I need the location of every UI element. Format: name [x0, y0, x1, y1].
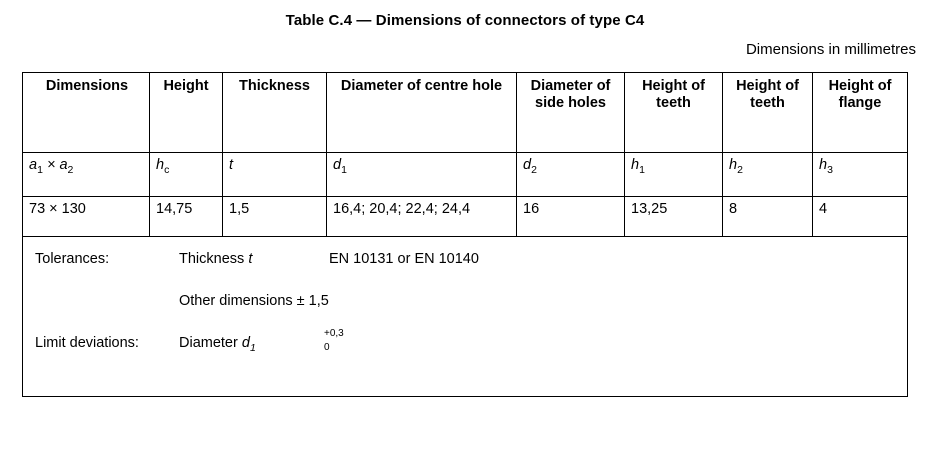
symbol-a1-sub: 1 — [37, 163, 43, 176]
header-height-of-teeth-2: Height of teeth — [723, 73, 813, 153]
table-value-row — [23, 197, 908, 237]
symbol-a-mult: × a — [42, 157, 68, 173]
symbol-thickness — [223, 153, 327, 197]
header-dimensions: Dimensions — [23, 73, 150, 153]
symbol-h2-text: h — [729, 157, 738, 173]
notes-cell — [23, 237, 908, 397]
table-notes-row — [23, 237, 908, 397]
value-diameter-side: 16 — [517, 197, 625, 237]
other-dimensions-note: Other dimensions ± 1,5 — [179, 293, 329, 309]
diameter-word: Diameter — [179, 335, 242, 351]
symbol-d1-sub: 1 — [341, 163, 347, 176]
tolerance-thickness — [179, 251, 252, 267]
value-height: 14,75 — [150, 197, 223, 237]
thickness-symbol: t — [248, 251, 253, 267]
limit-diameter — [179, 335, 256, 354]
symbol-hc-text: h — [156, 157, 165, 173]
symbol-h3-sub: 3 — [827, 163, 833, 176]
symbol-h3-text: h — [819, 157, 828, 173]
symbol-hc-sub: c — [164, 163, 170, 176]
symbol-dimensions — [23, 153, 150, 197]
symbol-diameter-side — [517, 153, 625, 197]
dimensions-table — [22, 72, 908, 397]
symbol-h2-sub: 2 — [737, 163, 743, 176]
units-note: Dimensions in millimetres — [745, 41, 916, 58]
symbol-diameter-centre — [327, 153, 517, 197]
value-dimensions: 73 × 130 — [23, 197, 150, 237]
value-height-teeth-2: 8 — [723, 197, 813, 237]
value-height-teeth-1: 13,25 — [625, 197, 723, 237]
symbol-height-flange — [813, 153, 908, 197]
symbol-d2-text: d — [523, 157, 532, 173]
value-thickness: 1,5 — [223, 197, 327, 237]
diameter-symbol: d — [241, 335, 250, 351]
limit-deviation-values — [324, 327, 344, 354]
limit-upper-value: +0,3 — [324, 328, 344, 339]
symbol-height — [150, 153, 223, 197]
symbol-h1-text: h — [631, 157, 640, 173]
symbol-d2-sub: 2 — [531, 163, 537, 176]
limit-deviations-label: Limit deviations: — [35, 335, 139, 351]
table-symbol-row — [23, 153, 908, 197]
notes-content — [29, 241, 901, 391]
symbol-t-text: t — [229, 157, 234, 173]
value-height-flange: 4 — [813, 197, 908, 237]
symbol-a1-text: a — [29, 157, 38, 173]
header-height-of-flange: Height of flange — [813, 73, 908, 153]
table-title: Table C.4 — Dimensions of connectors of type C4 — [285, 12, 645, 29]
tolerances-label: Tolerances: — [35, 251, 110, 267]
header-height: Height — [150, 73, 223, 153]
limit-lower-value: 0 — [324, 341, 330, 353]
symbol-h1-sub: 1 — [639, 163, 645, 176]
diameter-symbol-sub: 1 — [249, 341, 256, 354]
symbol-a2-sub: 2 — [67, 163, 74, 176]
header-thickness: Thickness — [223, 73, 327, 153]
header-height-of-teeth-1: Height of teeth — [625, 73, 723, 153]
tolerance-standard: EN 10131 or EN 10140 — [329, 251, 479, 267]
header-diameter-side-holes: Diameter of side holes — [517, 73, 625, 153]
symbol-height-teeth-1 — [625, 153, 723, 197]
symbol-d1-text: d — [333, 157, 342, 173]
thickness-word: Thickness — [179, 251, 249, 267]
table-header-row — [23, 73, 908, 153]
header-diameter-centre-hole: Diameter of centre hole — [327, 73, 517, 153]
symbol-height-teeth-2 — [723, 153, 813, 197]
value-diameter-centre: 16,4; 20,4; 22,4; 24,4 — [327, 197, 517, 237]
